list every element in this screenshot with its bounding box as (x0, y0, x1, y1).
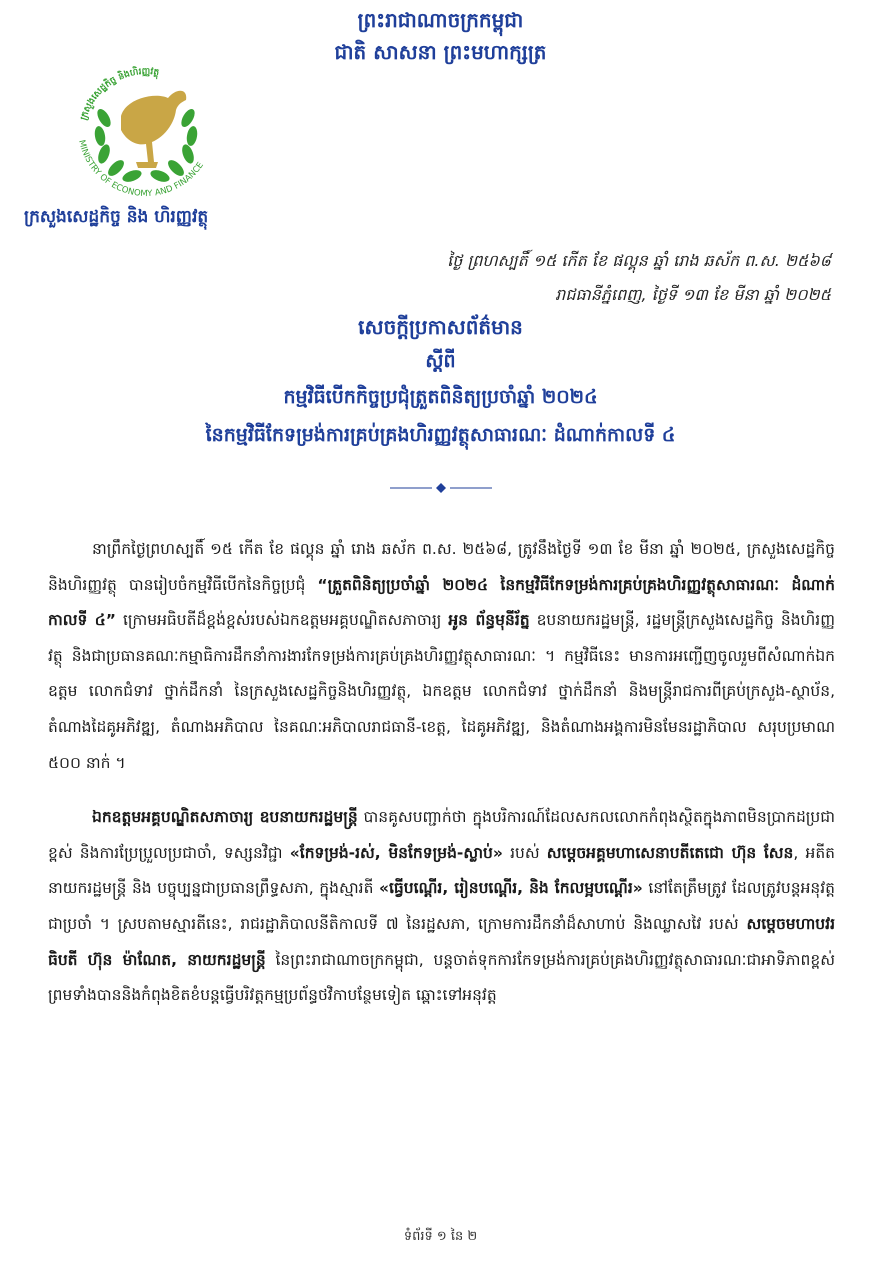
divider-ornament-icon (388, 481, 494, 495)
p2-text-4: នៅតែត្រឹមត្រូវ ដែលត្រូវបន្តអនុវត្តជាប្រចាំ ។ ស្របតាមស្មារតីនេះ, រាជរដ្ឋាភិបាលនីតិកាលទី ៧ នៃរដ្ឋសភា, ក្រោមការដឹកនាំដ៏សាហាប់ និងឈ្លាសវៃ របស់ (48, 879, 836, 933)
p1-text-1: នាព្រឹកថ្ងៃព្រហស្បតិ៍ ១៥ កើត ខែ ផល្គុន ឆ្នាំ រោង ឆស័ក ព.ស. ២៥៦៨, ត្រូវនឹងថ្ងៃទី ១៣ ខែ មីនា ឆ្នាំ ២០២៥, ក្រសួងសេដ្ឋកិច្ច និងហិរញ្ញវត្ថុ បានរៀបចំកម្មវិធីបើកនៃកិច្ចប្រជុំ (48, 540, 835, 594)
press-release-body (48, 532, 835, 1014)
heading-line-1: កម្មវិធីបើកកិច្ចប្រជុំត្រួតពិនិត្យប្រចាំឆ្នាំ ២០២៤ (283, 386, 598, 408)
p2-bold-3: សម្តេចអគ្គមហាសេនាបតីតេជោ ហ៊ុន សែន (546, 843, 794, 862)
p2-bold-4: «ធ្វើបណ្តើរ, រៀនបណ្តើរ, និង កែលម្អបណ្តើរ» (378, 879, 643, 898)
ministry-seal-icon (66, 58, 226, 208)
p2-bold-5: សម្តេចមហាបវរធិបតី ហ៊ុន ម៉ាណែត, នាយករដ្ឋមន្ត្រី (48, 914, 835, 969)
seal-text: MINISTRY OF ECONOMY AND FINANCE (76, 139, 206, 200)
p2-text-2: របស់ (502, 843, 547, 862)
p1-bold-1: “ត្រួតពិនិត្យប្រចាំឆ្នាំ ២០២៤ នៃកម្មវិធីកែទម្រង់ការគ្រប់គ្រងហិរញ្ញវត្ថុសាធារណៈ ដំណាក់កាលទី ៤” (48, 575, 835, 630)
p1-text-3: ឧបនាយករដ្ឋមន្ត្រី, រដ្ឋមន្ត្រីក្រសួងសេដ្ឋកិច្ច និងហិរញ្ញវត្ថុ និងជាប្រធានគណៈកម្មាធិការដឹកនាំការងារកែទម្រង់ការគ្រប់គ្រងហិរញ្ញវត្ថុសាធារណៈ ។ កម្មវិធីនេះ មានការអញ្ជើញចូលរួមពីសំណាក់ឯកឧត្តម លោកជំទាវ ថ្នាក់ដឹកនាំ នៃក្រសួងសេដ្ឋកិច្ចនិងហិរញ្ញវត្ថុ, ឯកឧត្តម លោកជំទាវ ថ្នាក់ដឹកនាំ និងមន្ត្រីរាជការពីគ្រប់ក្រសួង-ស្ថាប័ន, តំណាងដៃគូអភិវឌ្ឍ, តំណាងអភិបាល នៃគណៈអភិបាលរាជធានី-ខេត្ត, ដៃគូអភិវឌ្ឍ, និងតំណាងអង្គការមិនមែនរដ្ឋាភិបាល សរុបប្រមាណ ៥០០ នាក់ ។ (48, 611, 835, 772)
ministry-logo (66, 58, 226, 208)
page-number: ទំព័រទី ១ នៃ ២ (403, 1229, 478, 1244)
p2-text-5: នៃព្រះរាជាណាចក្រកម្ពុជា, បន្តចាត់ទុកការកែទម្រង់ការគ្រប់គ្រងហិរញ្ញវត្ថុសាធារណៈជាអាទិភាពខ្ពស់ ព្រមទាំងបាននិងកំពុងខិតខំបន្តធ្វើបរិវត្តកម្មប្រព័ន្ធថវិកាបន្ថែមទៀត ឆ្ពោះទៅអនុវត្ត (48, 950, 835, 1005)
dateline (447, 244, 831, 312)
national-motto: ជាតិ សាសនា ព្រះមហាក្សត្រ (334, 40, 547, 64)
paragraph-2 (48, 800, 835, 1014)
seal-text-kh: ក្រសួងសេដ្ឋកិច្ច និងហិរញ្ញវត្ថុ (79, 66, 160, 122)
p1-text-2: ក្រោមអធិបតីដ៏ខ្ពង់ខ្ពស់របស់ឯកឧត្តមអគ្គបណ្ឌិតសភាចារ្យ (115, 611, 449, 630)
p2-text-3: , អតីតនាយករដ្ឋមន្ត្រី និង បច្ចុប្បន្នជាប្រធានព្រឹទ្ធសភា, ក្នុងស្មារតី (48, 843, 836, 898)
lunar-date: ថ្ងៃ ព្រហស្បតិ៍ ១៥ កើត ខែ ផល្គុន ឆ្នាំ រោង ឆស័ក ព.ស. ២៥៦៨ (447, 251, 831, 270)
paragraph-1 (48, 532, 835, 781)
document-headings (0, 310, 881, 454)
p2-bold-1: ឯកឧត្តមអគ្គបណ្ឌិតសភាចារ្យ ឧបនាយករដ្ឋមន្ត្រី (92, 808, 358, 827)
kingdom-title: ព្រះរាជាណាចក្រកម្ពុជា (357, 8, 524, 32)
ministry-name: ក្រសួងសេដ្ឋកិច្ច និង ហិរញ្ញវត្ថុ (24, 207, 209, 227)
document-subtitle: ស្តីពី (425, 350, 456, 372)
solar-date: រាជធានីភ្នំពេញ, ថ្ងៃទី ១៣ ខែ មីនា ឆ្នាំ ២០២៥ (555, 285, 831, 304)
heading-line-2: នៃកម្មវិធីកែទម្រង់ការគ្រប់គ្រងហិរញ្ញវត្ថុសាធារណៈ ដំណាក់កាលទី ៤ (205, 424, 676, 446)
p2-text-1: បានគូសបញ្ជាក់ថា ក្នុងបរិការណ៍ដែលសកលលោកកំពុងស្ថិតក្នុងភាពមិនប្រាកដប្រជាខ្ពស់ និងការប្រែប្រួលប្រជាចាំ, ទស្សនវិជ្ជា (48, 808, 835, 862)
p1-bold-2: អូន ព័ន្ធមុនីរ័ត្ន (448, 611, 530, 630)
p2-bold-2: «កែទម្រង់-រស់, មិនកែទម្រង់-ស្លាប់» (289, 843, 503, 862)
document-title: សេចក្តីប្រកាសព័ត៌មាន (358, 315, 523, 339)
